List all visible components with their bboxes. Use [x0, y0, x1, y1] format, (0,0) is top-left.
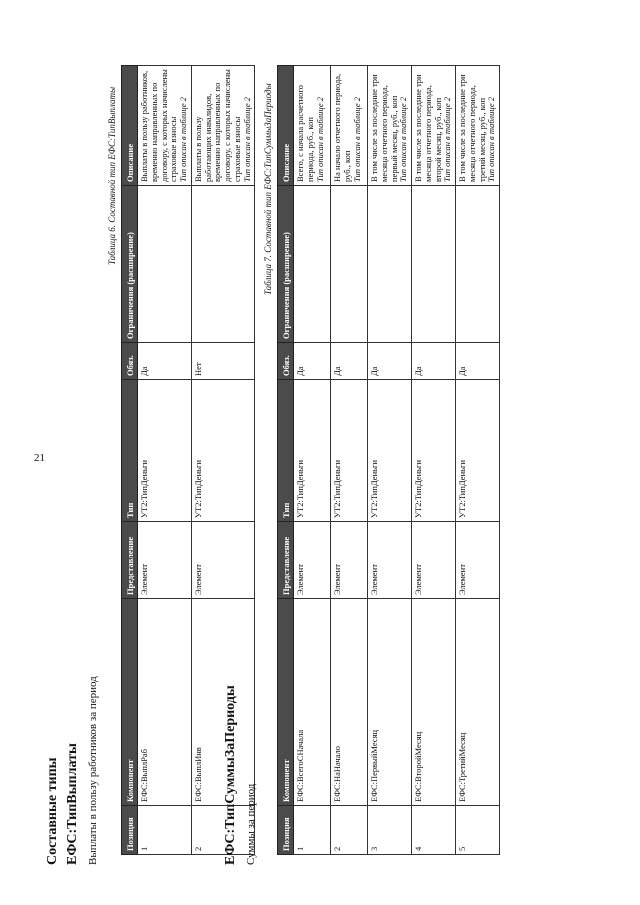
cell-type: УТ2:ТипДеньги	[138, 380, 192, 522]
cell-description	[138, 66, 192, 186]
col-header: Описание	[122, 66, 138, 186]
col-header: Позиция	[278, 806, 294, 855]
description-text: Всего, с начала расчетного периода, руб., коп	[295, 85, 315, 182]
type-note: Тип описан в таблице 2	[178, 97, 189, 182]
cell-component: ЕФС:ВыплИнв	[191, 599, 255, 806]
section-title: Составные типы	[45, 757, 60, 865]
type2-description: Суммы за период	[245, 783, 257, 865]
cell-component: ЕФС:ПервыйМесяц	[368, 599, 412, 806]
col-header: Представление	[122, 522, 138, 599]
cell-description	[331, 66, 368, 186]
type-note: Тип описан в таблице 2	[314, 97, 325, 182]
cell-required: Да	[331, 343, 368, 380]
cell-limits	[191, 186, 255, 343]
table-row	[331, 66, 368, 855]
cell-representation: Элемент	[331, 522, 368, 599]
col-header: Ограничения (расширение)	[278, 186, 294, 343]
cell-position: 2	[331, 806, 368, 855]
cell-required: Да	[412, 343, 456, 380]
col-header: Тип	[122, 380, 138, 522]
cell-required: Нет	[191, 343, 255, 380]
col-header: Обяз.	[122, 343, 138, 380]
description-text: Выплаты в пользу работающих инвалидов, временно направленных по договору, с которых начислены страховые взносы	[192, 69, 242, 182]
cell-component: ЕФС:ТретийМесяц	[456, 599, 500, 806]
cell-limits	[294, 186, 331, 343]
table-row	[294, 66, 331, 855]
type-note: Тип описан в таблице 2	[241, 97, 252, 182]
cell-type: УТ2:ТипДеньги	[191, 380, 255, 522]
cell-required: Да	[456, 343, 500, 380]
type-note: Тип описан в таблице 2	[398, 97, 409, 182]
cell-representation: Элемент	[138, 522, 192, 599]
cell-required: Да	[294, 343, 331, 380]
cell-representation: Элемент	[456, 522, 500, 599]
cell-type: УТ2:ТипДеньги	[294, 380, 331, 522]
cell-limits	[456, 186, 500, 343]
table-row	[456, 66, 500, 855]
table6-caption: Таблица 6. Составной тип ЕФС:ТипВыплаты	[107, 86, 117, 265]
cell-required: Да	[368, 343, 412, 380]
cell-position: 5	[456, 806, 500, 855]
cell-limits	[331, 186, 368, 343]
description-text: Выплаты в пользу работников, временно направленных по договору, с которых начислены страховые взносы	[139, 69, 179, 182]
cell-description	[368, 66, 412, 186]
cell-limits	[138, 186, 192, 343]
description-text: На начало отчетного периода, руб., коп	[332, 73, 352, 182]
description-text: В том числе за последние три месяца отчетного периода, первый месяц, руб., коп	[369, 74, 399, 182]
col-header: Позиция	[122, 806, 138, 855]
cell-representation: Элемент	[191, 522, 255, 599]
cell-component: ЕФС:ВторойМесяц	[412, 599, 456, 806]
col-header: Представление	[278, 522, 294, 599]
cell-component: ЕФС:ВыплРаб	[138, 599, 192, 806]
col-header: Тип	[278, 380, 294, 522]
type1-description: Выплаты в пользу работников за период	[87, 676, 99, 865]
cell-position: 4	[412, 806, 456, 855]
cell-component: ЕФС:ВсегоСНачала	[294, 599, 331, 806]
cell-position: 1	[294, 806, 331, 855]
cell-limits	[368, 186, 412, 343]
col-header: Ограничения (расширение)	[122, 186, 138, 343]
cell-limits	[412, 186, 456, 343]
type-note: Тип описан в таблице 2	[442, 97, 453, 182]
type-note: Тип описан в таблице 2	[486, 97, 497, 182]
table-7	[277, 65, 500, 855]
cell-description	[456, 66, 500, 186]
cell-representation: Элемент	[412, 522, 456, 599]
type2-heading: ЕФС:ТипСуммыЗаПериоды	[223, 685, 238, 865]
description-text: В том числе за последние три месяца отчетного периода, третий месяц, руб., коп	[457, 74, 487, 182]
cell-type: УТ2:ТипДеньги	[456, 380, 500, 522]
table-header-row	[122, 66, 138, 855]
cell-component: ЕФС:НаНачало	[331, 599, 368, 806]
cell-representation: Элемент	[294, 522, 331, 599]
table7-caption: Таблица 7. Составной тип ЕФС:ТипСуммыЗаПериоды	[263, 83, 273, 295]
table-header-row	[278, 66, 294, 855]
table-row	[368, 66, 412, 855]
col-header: Обяз.	[278, 343, 294, 380]
type1-heading: ЕФС:ТипВыплаты	[65, 743, 80, 865]
rotated-page-content	[45, 30, 605, 870]
cell-description	[412, 66, 456, 186]
table-row	[138, 66, 192, 855]
cell-type: УТ2:ТипДеньги	[412, 380, 456, 522]
table-row	[412, 66, 456, 855]
col-header: Компонент	[278, 599, 294, 806]
type-note: Тип описан в таблице 2	[351, 97, 362, 182]
cell-position: 3	[368, 806, 412, 855]
cell-type: УТ2:ТипДеньги	[331, 380, 368, 522]
cell-description	[294, 66, 331, 186]
description-text: В том числе за последние три месяца отчетного периода, второй месяц, руб., коп	[413, 74, 443, 182]
col-header: Описание	[278, 66, 294, 186]
cell-position: 1	[138, 806, 192, 855]
cell-representation: Элемент	[368, 522, 412, 599]
cell-required: Да	[138, 343, 192, 380]
page-number: 21	[34, 452, 45, 464]
col-header: Компонент	[122, 599, 138, 806]
cell-position: 2	[191, 806, 255, 855]
cell-type: УТ2:ТипДеньги	[368, 380, 412, 522]
cell-description	[191, 66, 255, 186]
